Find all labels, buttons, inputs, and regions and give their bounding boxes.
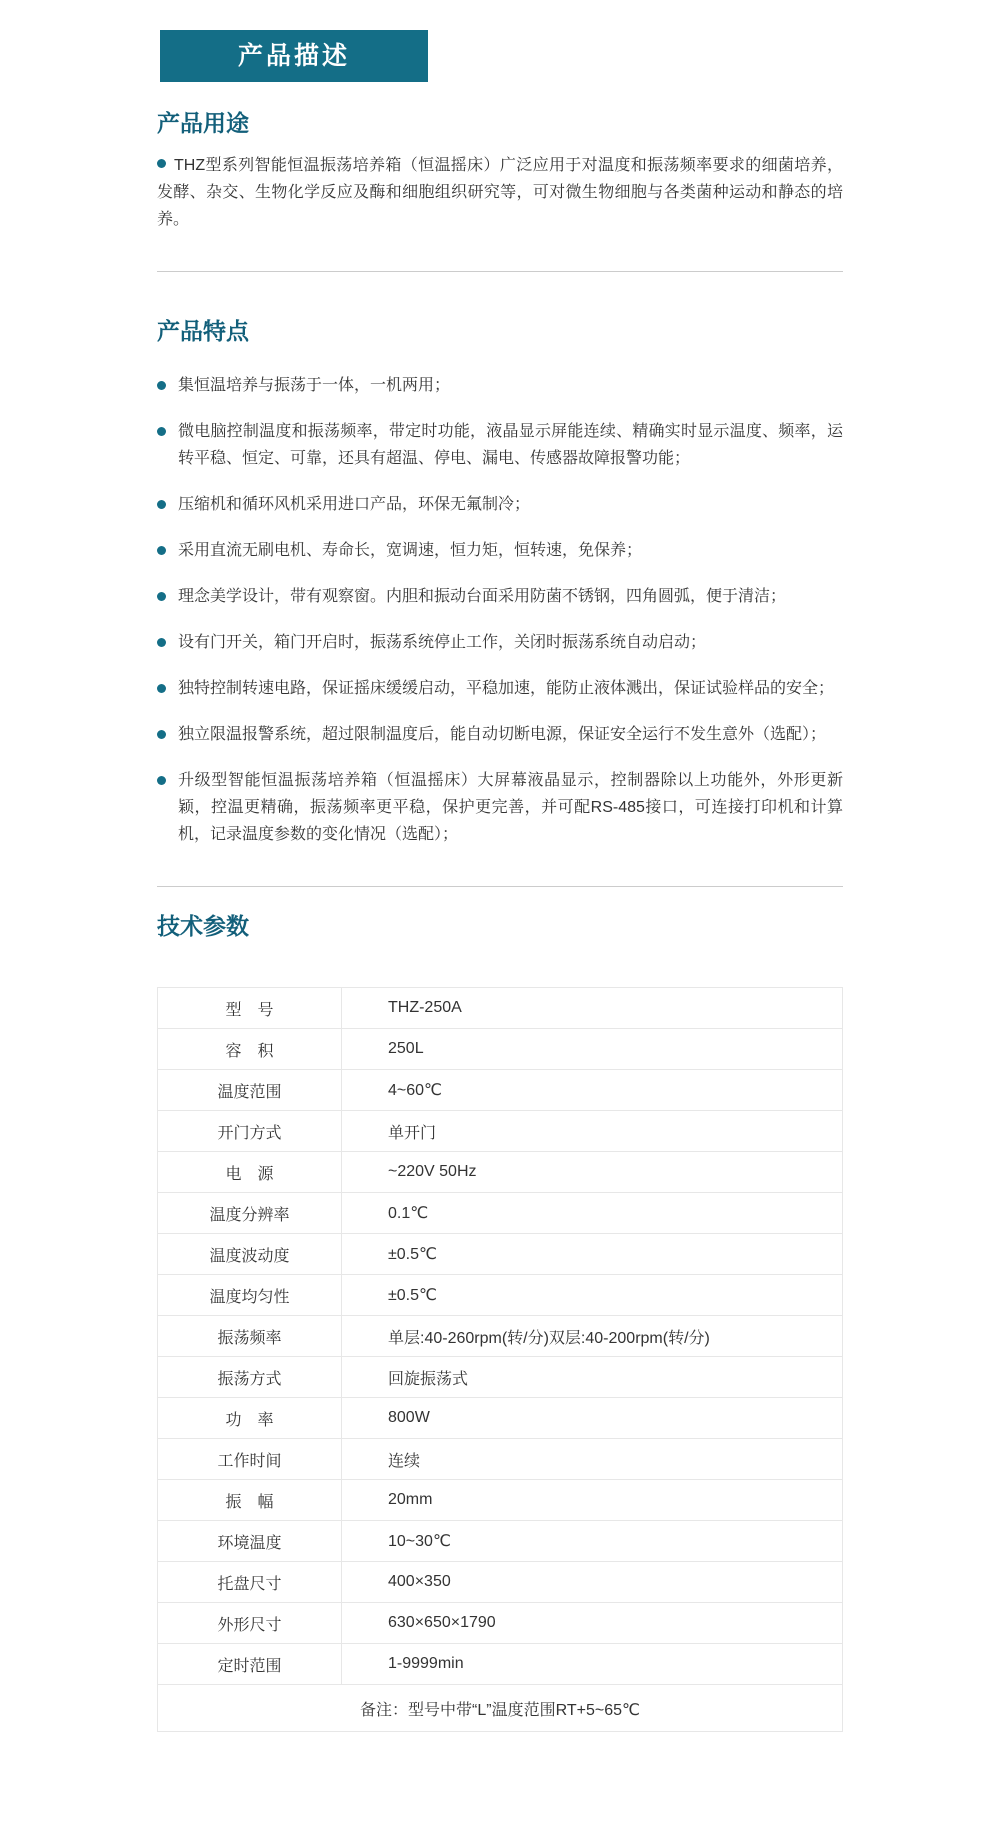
spec-label: 型 号 [158, 988, 342, 1029]
spec-value: 400×350 [342, 1562, 843, 1603]
spec-value: ±0.5℃ [342, 1275, 843, 1316]
spec-value: ±0.5℃ [342, 1234, 843, 1275]
feature-item-text: 独立限温报警系统，超过限制温度后，能自动切断电源，保证安全运行不发生意外（选配）； [178, 726, 827, 743]
feature-item [157, 537, 843, 564]
spec-label: 功 率 [158, 1398, 342, 1439]
bullet-dot-icon [157, 546, 166, 555]
spec-row [158, 1275, 843, 1316]
spec-label: 温度波动度 [158, 1234, 342, 1275]
feature-item-text: 独特控制转速电路，保证摇床缓缓启动，平稳加速，能防止液体溅出，保证试验样品的安全； [178, 680, 835, 697]
spec-label: 振 幅 [158, 1480, 342, 1521]
bullet-dot-icon [157, 427, 166, 436]
spec-row [158, 988, 843, 1029]
bullet-dot-icon [157, 638, 166, 647]
section-divider [157, 271, 843, 272]
spec-value: 800W [342, 1398, 843, 1439]
bullet-dot-icon [157, 500, 166, 509]
spec-label: 开门方式 [158, 1111, 342, 1152]
bullet-dot-icon [157, 776, 166, 785]
features-list [157, 372, 843, 848]
spec-label: 电 源 [158, 1152, 342, 1193]
spec-remark-row [158, 1685, 843, 1732]
spec-value: 1-9999min [342, 1644, 843, 1685]
spec-row [158, 1521, 843, 1562]
product-description-page [157, 0, 843, 1732]
usage-section-title: 产品用途 [157, 110, 249, 136]
feature-item [157, 675, 843, 702]
spec-label: 温度均匀性 [158, 1275, 342, 1316]
spec-label: 环境温度 [158, 1521, 342, 1562]
specs-table [157, 987, 843, 1732]
spec-value: ~220V 50Hz [342, 1152, 843, 1193]
spec-label: 托盘尺寸 [158, 1562, 342, 1603]
spec-row [158, 1398, 843, 1439]
spec-label: 温度分辨率 [158, 1193, 342, 1234]
feature-item [157, 629, 843, 656]
spec-row [158, 1644, 843, 1685]
bullet-dot-icon [157, 730, 166, 739]
product-description-banner: 产品描述 [160, 30, 428, 82]
spec-row [158, 1603, 843, 1644]
spec-label: 温度范围 [158, 1070, 342, 1111]
feature-item [157, 721, 843, 748]
usage-paragraph [157, 152, 843, 233]
feature-item-text: 理念美学设计，带有观察窗。内胆和振动台面采用防菌不锈钢，四角圆弧，便于清洁； [178, 588, 787, 605]
section-divider [157, 886, 843, 887]
spec-label: 外形尺寸 [158, 1603, 342, 1644]
spec-row [158, 1562, 843, 1603]
spec-row [158, 1111, 843, 1152]
feature-item-text: 集恒温培养与振荡于一体，一机两用； [178, 377, 451, 394]
spec-label: 容 积 [158, 1029, 342, 1070]
spec-remark: 备注：型号中带“L”温度范围RT+5~65℃ [158, 1685, 843, 1732]
spec-value: 250L [342, 1029, 843, 1070]
feature-item [157, 491, 843, 518]
spec-value: 单开门 [342, 1111, 843, 1152]
spec-label: 工作时间 [158, 1439, 342, 1480]
spec-value: THZ-250A [342, 988, 843, 1029]
spec-row [158, 1234, 843, 1275]
bullet-dot-icon [157, 684, 166, 693]
feature-item-text: 微电脑控制温度和振荡频率，带定时功能，液晶显示屏能连续、精确实时显示温度、频率，运转平稳、恒定、可靠，还具有超温、停电、漏电、传感器故障报警功能； [178, 423, 843, 467]
bullet-dot-icon [157, 159, 166, 168]
spec-row [158, 1070, 843, 1111]
feature-item-text: 压缩机和循环风机采用进口产品，环保无氟制冷； [178, 496, 531, 513]
features-section-title: 产品特点 [157, 318, 249, 344]
feature-item-text: 升级型智能恒温振荡培养箱（恒温摇床）大屏幕液晶显示，控制器除以上功能外，外形更新颖，控温更精确，振荡频率更平稳，保护更完善，并可配RS-485接口，可连接打印机和计算机，记录温度参数的变化情况（选配）； [178, 772, 843, 843]
spec-value: 单层:40-260rpm(转/分)双层:40-200rpm(转/分) [342, 1316, 843, 1357]
spec-label: 定时范围 [158, 1644, 342, 1685]
spec-value: 10~30℃ [342, 1521, 843, 1562]
specs-section-title: 技术参数 [157, 913, 249, 939]
spec-row [158, 1152, 843, 1193]
bullet-dot-icon [157, 592, 166, 601]
feature-item-text: 采用直流无刷电机、寿命长，宽调速，恒力矩，恒转速，免保养； [178, 542, 643, 559]
spec-row [158, 1357, 843, 1398]
spec-label: 振荡频率 [158, 1316, 342, 1357]
feature-item [157, 583, 843, 610]
usage-paragraph-text: THZ型系列智能恒温振荡培养箱（恒温摇床）广泛应用于对温度和振荡频率要求的细菌培养，发酵、杂交、生物化学反应及酶和细胞组织研究等，可对微生物细胞与各类菌种运动和静态的培养。 [157, 157, 843, 228]
spec-value: 4~60℃ [342, 1070, 843, 1111]
spec-value: 回旋振荡式 [342, 1357, 843, 1398]
spec-row [158, 1480, 843, 1521]
spec-value: 20mm [342, 1480, 843, 1521]
feature-item [157, 767, 843, 848]
feature-item [157, 372, 843, 399]
spec-label: 振荡方式 [158, 1357, 342, 1398]
feature-item-text: 设有门开关，箱门开启时，振荡系统停止工作，关闭时振荡系统自动启动； [178, 634, 707, 651]
spec-value: 630×650×1790 [342, 1603, 843, 1644]
spec-row [158, 1029, 843, 1070]
spec-row [158, 1316, 843, 1357]
feature-item [157, 418, 843, 472]
spec-row [158, 1439, 843, 1480]
spec-value: 连续 [342, 1439, 843, 1480]
spec-row [158, 1193, 843, 1234]
spec-value: 0.1℃ [342, 1193, 843, 1234]
bullet-dot-icon [157, 381, 166, 390]
